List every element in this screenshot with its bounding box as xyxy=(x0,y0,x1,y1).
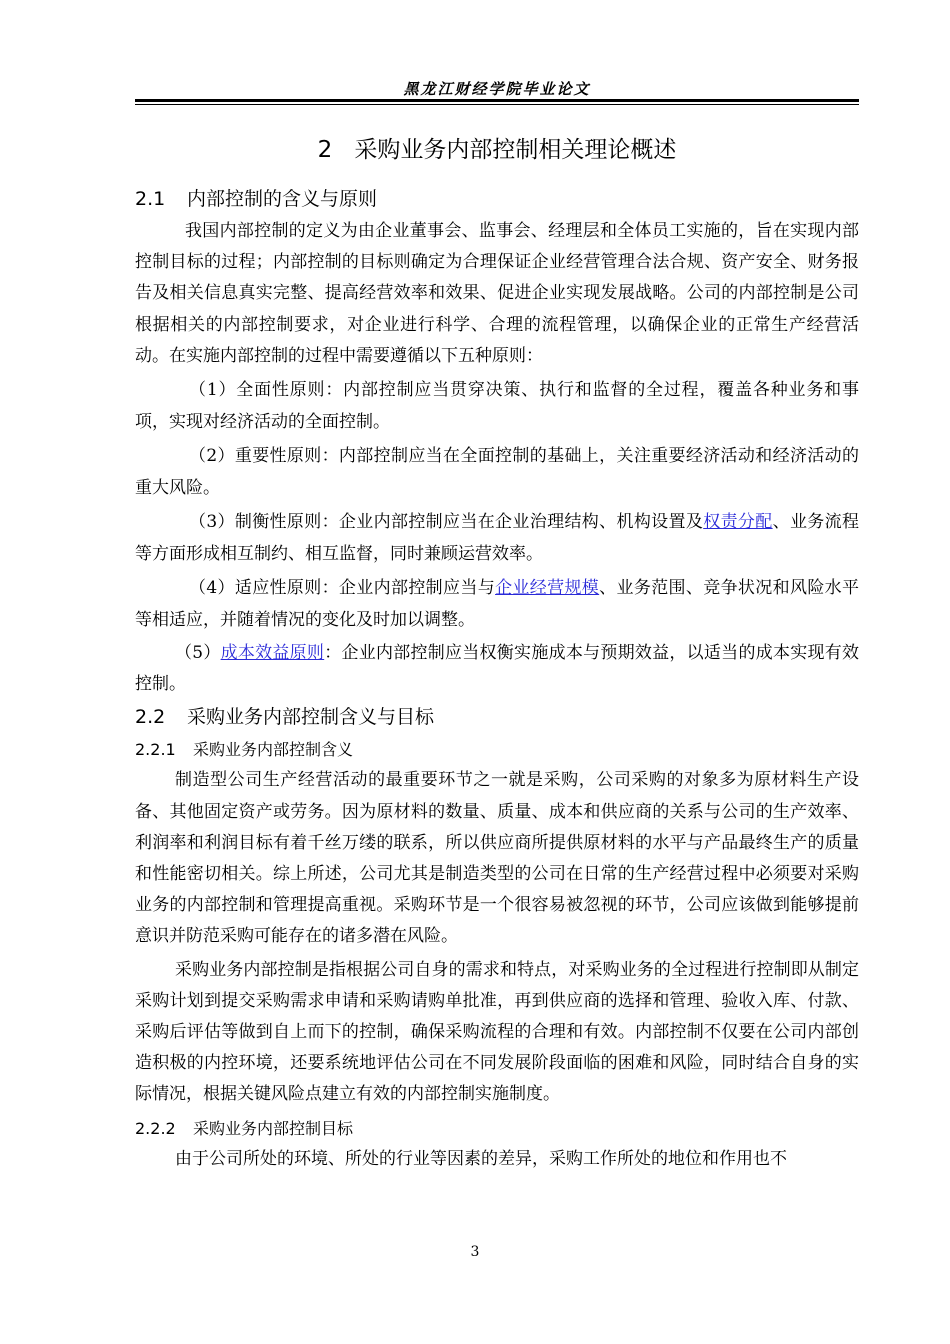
paragraph-intro: 我国内部控制的定义为由企业董事会、监事会、经理层和全体员工实施的，旨在实现内部控制目标的过程；内部控制的目标则确定为合理保证企业经营管理合法合规、资产安全、财务报告及相关信息真实完整、提高经营效率和效果、促进企业实现发展战略。公司的内部控制是公司根据相关的内部控制要求，对企业进行科学、合理的流程管理，以确保企业的正常生产经营活动。在实施内部控制的过程中需要遵循以下五种原则： xyxy=(135,221,859,366)
section-heading-2-1 xyxy=(135,182,859,216)
header-rule-thin xyxy=(135,104,859,105)
subsection-title: 采购业务内部控制含义 xyxy=(193,740,354,760)
link-business-scale[interactable]: 企业经营规模 xyxy=(495,578,600,599)
section-number: 2.2 xyxy=(135,706,166,729)
paragraph-objectives: 由于公司所处的环境、所处的行业等因素的差异，采购工作所处的地位和作用也不 xyxy=(175,1148,787,1169)
principle-4-text-a: （4）适应性原则：企业内部控制应当与 xyxy=(189,578,496,599)
link-cost-benefit[interactable]: 成本效益原则 xyxy=(220,643,325,664)
principle-3-text-a: （3）制衡性原则：企业内部控制应当在企业治理结构、机构设置及 xyxy=(189,512,704,533)
principle-3-text-b: 、业务流程等方面形成相互制约、相互监督，同时兼顾运营效率。 xyxy=(135,512,859,565)
subsection-number: 2.2.2 xyxy=(135,1118,176,1138)
paragraph-definition: 制造型公司生产经营活动的最重要环节之一就是采购，公司采购的对象多为原材料生产设备、其他固定资产或劳务。因为原材料的数量、质量、成本和供应商的关系与公司的生产效率、利润率和利润目标有着千丝万缕的联系，所以供应商所提供原材料的水平与产品最终生产的质量和性能密切相关。综上所述，公司尤其是制造类型的公司在日常的生产经营过程中必须要对采购业务的内部控制和管理提高重视。采购环节是一个很容易被忽视的环节，公司应该做到能够提前意识并防范采购可能存在的诸多潜在风险。 xyxy=(135,770,859,947)
section-title: 内部控制的含义与原则 xyxy=(187,188,378,210)
chapter-number: 2 xyxy=(317,137,333,163)
subsection-heading-2-2-1 xyxy=(135,734,859,765)
subsection-number: 2.2.1 xyxy=(135,740,176,760)
principle-1: （1）全面性原则：内部控制应当贯穿决策、执行和监督的全过程，覆盖各种业务和事项，实现对经济活动的全面控制。 xyxy=(135,380,859,433)
principle-3 xyxy=(135,506,859,570)
section-number: 2.1 xyxy=(135,188,166,210)
principle-5-text-a: （5） xyxy=(175,643,221,664)
chapter-heading xyxy=(135,128,859,172)
running-header: 黑龙江财经学院毕业论文 xyxy=(403,80,591,98)
header-rule-thick xyxy=(135,99,859,102)
principle-4 xyxy=(135,572,859,636)
section-title: 采购业务内部控制含义与目标 xyxy=(187,706,435,729)
subsection-title: 采购业务内部控制目标 xyxy=(193,1118,354,1138)
body-content xyxy=(135,128,859,1175)
principle-2: （2）重要性原则：内部控制应当在全面控制的基础上，关注重要经济活动和经济活动的重大风险。 xyxy=(135,446,859,499)
paragraph-control-process: 采购业务内部控制是指根据公司自身的需求和特点，对采购业务的全过程进行控制即从制定采购计划到提交采购需求申请和采购请购单批准，再到供应商的选择和管理、验收入库、付款、采购后评估等做到自上而下的控制，确保采购流程的合理和有效。内部控制不仅要在公司内部创造积极的内控环境，还要系统地评估公司在不同发展阶段面临的困难和风险，同时结合自身的实际情况，根据关键风险点建立有效的内部控制实施制度。 xyxy=(135,959,859,1105)
principle-5-text-b: ：企业内部控制应当权衡实施成本与预期效益，以适当的成本实现有效控制。 xyxy=(135,643,860,695)
principle-5 xyxy=(135,638,859,700)
chapter-title: 采购业务内部控制相关理论概述 xyxy=(354,137,677,163)
page-number: 3 xyxy=(470,1244,480,1260)
subsection-heading-2-2-2 xyxy=(135,1113,859,1144)
section-heading-2-2 xyxy=(135,700,859,734)
principle-4-text-b: 、业务范围、竞争状况和风险水平等相适应，并随着情况的变化及时加以调整。 xyxy=(135,578,860,631)
link-authority-allocation[interactable]: 权责分配 xyxy=(703,512,773,533)
